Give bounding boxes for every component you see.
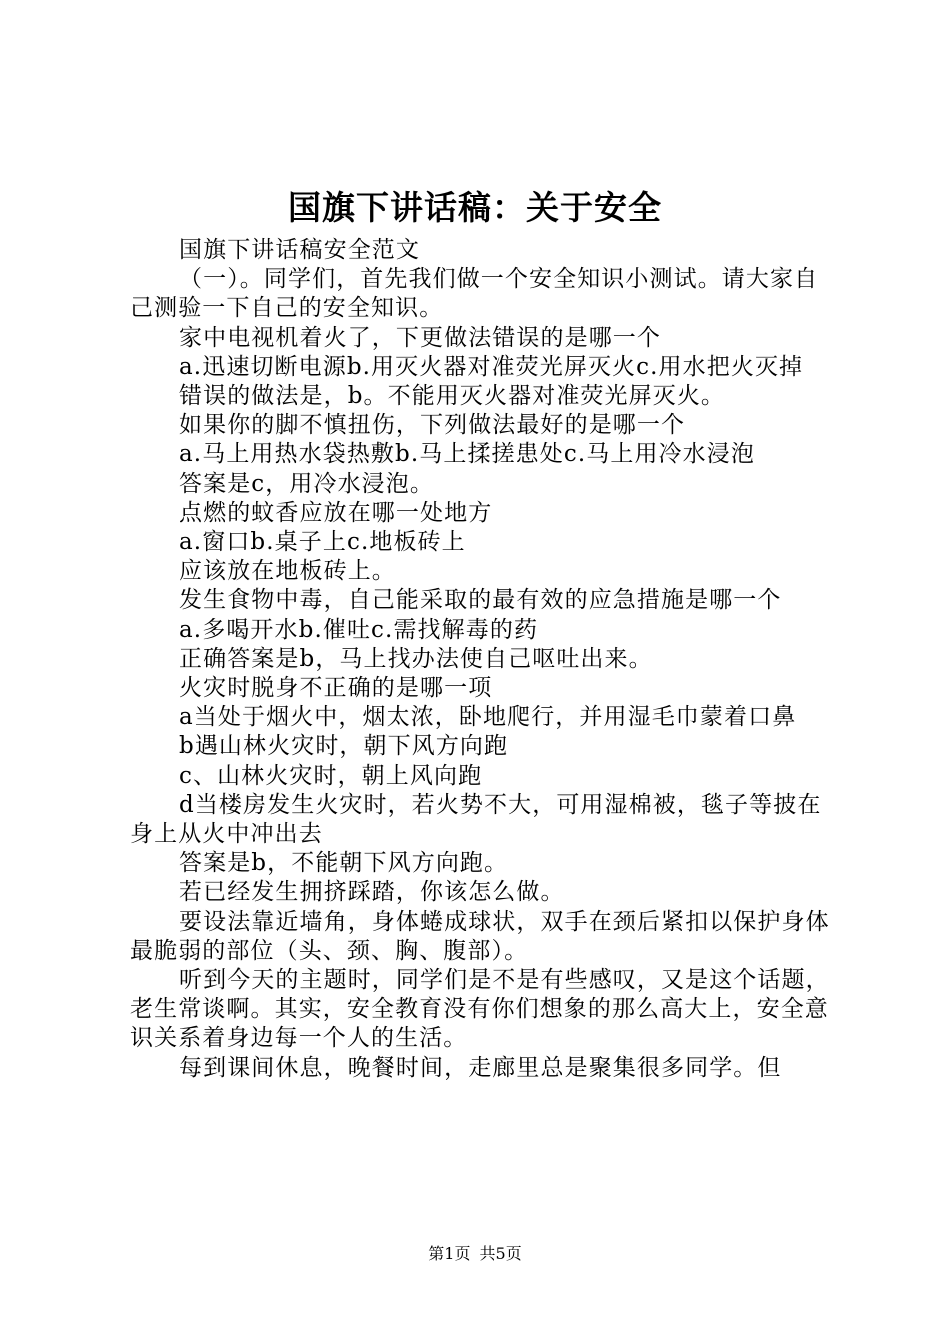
paragraph: a.马上用热水袋热敷b.马上揉搓患处c.马上用冷水浸泡 xyxy=(179,441,755,468)
paragraph: a.多喝开水b.催吐c.需找解毒的药 xyxy=(179,616,539,643)
paragraph: 答案是b，不能朝下风方向跑。 xyxy=(179,850,509,877)
paragraph: 国旗下讲话稿安全范文 xyxy=(179,237,420,263)
paragraph: 要设法靠近墙角，身体蜷成球状，双手在颈后紧扣以保护身体最脆弱的部位（头、颈、胸、腹部）。 xyxy=(130,908,830,964)
paragraph: 错误的做法是，b。不能用灭火器对准荧光屏灭火。 xyxy=(179,383,726,410)
document-title: 国旗下讲话稿：关于安全 xyxy=(288,188,662,227)
page-footer xyxy=(0,1243,950,1265)
paragraph: 家中电视机着火了，下更做法错误的是哪一个 xyxy=(179,324,661,351)
document-body xyxy=(130,236,835,1083)
paragraph: a当处于烟火中，烟太浓，卧地爬行，并用湿毛巾蒙着口鼻 xyxy=(179,704,797,731)
page-number: 第1页 xyxy=(428,1244,471,1263)
paragraph: d当楼房发生火灾时，若火势不大，可用湿棉被，毯子等披在身上从火中冲出去 xyxy=(130,791,822,848)
page-total: 共5页 xyxy=(479,1244,522,1263)
paragraph: 每到课间休息，晚餐时间，走廊里总是聚集很多同学。但 xyxy=(179,1054,782,1081)
paragraph: 若已经发生拥挤踩踏，你该怎么做。 xyxy=(179,879,565,906)
paragraph: 点燃的蚊香应放在哪一处地方 xyxy=(179,499,493,526)
paragraph: 火灾时脱身不正确的是哪一项 xyxy=(179,675,493,702)
paragraph: 听到今天的主题时，同学们是不是有些感叹，又是这个话题，老生常谈啊。其实，安全教育没有你们想象的那么高大上，安全意识关系着身边每一个人的生活。 xyxy=(130,967,830,1052)
paragraph: 答案是c，用冷水浸泡。 xyxy=(179,470,434,497)
paragraph: a.迅速切断电源b.用灭火器对准荧光屏灭火c.用水把火灭掉 xyxy=(179,353,804,380)
paragraph: 发生食物中毒，自己能采取的最有效的应急措施是哪一个 xyxy=(179,587,782,614)
paragraph: 应该放在地板砖上。 xyxy=(179,558,396,585)
paragraph: 如果你的脚不慎扭伤，下列做法最好的是哪一个 xyxy=(179,412,686,439)
paragraph: （一）。同学们，首先我们做一个安全知识小测试。请大家自己测验一下自己的安全知识。 xyxy=(130,266,819,322)
paragraph: a.窗口b.桌子上c.地板砖上 xyxy=(179,529,466,556)
paragraph: b遇山林火灾时，朝下风方向跑 xyxy=(179,733,509,760)
paragraph: 正确答案是b，马上找办法使自己呕吐出来。 xyxy=(179,645,653,672)
paragraph: c、山林火灾时，朝上风向跑 xyxy=(179,762,483,789)
